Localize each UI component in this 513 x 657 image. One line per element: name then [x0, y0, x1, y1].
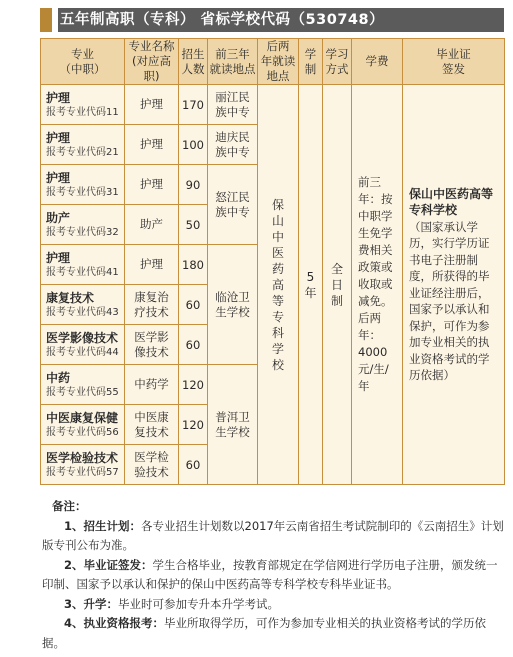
- major-code: 报考专业代码11: [46, 106, 119, 118]
- header-name: [125, 39, 179, 85]
- header-site2: [258, 39, 299, 85]
- program-name-cell: [125, 405, 179, 445]
- major-code: 报考专业代码56: [46, 426, 119, 438]
- notes-section: [42, 497, 504, 653]
- program-name: 康复治 疗技术: [134, 289, 169, 319]
- header-plan: [179, 39, 208, 85]
- note-label: 4、执业资格报考：: [64, 616, 165, 630]
- header-fee: [352, 39, 403, 85]
- note-item: [42, 517, 504, 556]
- program-name: 助产: [140, 217, 163, 231]
- header-site3: [208, 39, 258, 85]
- plan-cell: [179, 285, 208, 325]
- header-major-text: 专业 （中职）: [59, 46, 106, 76]
- major-cell: [41, 165, 125, 205]
- site2-name: 保山中医药高等专科学校: [271, 197, 284, 372]
- site3-name: 迪庆民 族中专: [215, 129, 250, 159]
- site3-name: 临沧卫 生学校: [215, 289, 250, 319]
- mode-value: 全日制: [330, 261, 343, 308]
- major-code: 报考专业代码31: [46, 186, 119, 198]
- note-text: 学生合格毕业，按教育部规定在学信网进行学历电子注册，颁发统一印制、国家予以承认和保护的保山中医药高等专科学校专科毕业证书。: [42, 557, 498, 591]
- header-site2-text: 后两 年就读 地点: [260, 39, 296, 83]
- note-item: [42, 556, 504, 595]
- major-name: 医学检验技术: [46, 450, 119, 465]
- program-name-cell: [125, 165, 179, 205]
- major-cell: [41, 405, 125, 445]
- plan-cell: [179, 165, 208, 205]
- major-name: 医学影像技术: [46, 330, 119, 345]
- header-years-text: 学 制: [304, 46, 317, 76]
- major-code: 报考专业代码55: [46, 386, 119, 398]
- program-name: 护理: [140, 137, 163, 151]
- program-name: 护理: [140, 97, 163, 111]
- major-code: 报考专业代码57: [46, 466, 119, 478]
- note-label: 1、招生计划：: [64, 518, 142, 533]
- enrollment-table: [40, 38, 505, 485]
- header-plan-text: 招生 人数: [181, 46, 205, 76]
- plan-cell: [179, 125, 208, 165]
- major-code: 报考专业代码41: [46, 266, 119, 278]
- header-title: 五年制高职（专科） 省标学校代码（530748）: [60, 12, 385, 28]
- section-header: [40, 8, 504, 32]
- plan-cell: [179, 85, 208, 125]
- cert-cell: [403, 85, 505, 485]
- major-code: 报考专业代码32: [46, 226, 119, 238]
- plan-count: 90: [185, 177, 201, 192]
- major-code: 报考专业代码44: [46, 346, 119, 358]
- program-name: 中医康 复技术: [134, 409, 169, 439]
- plan-count: 100: [182, 137, 204, 152]
- program-name-cell: [125, 445, 179, 485]
- plan-cell: [179, 405, 208, 445]
- site3-cell: [208, 365, 258, 485]
- major-cell: [41, 85, 125, 125]
- plan-count: 60: [185, 457, 201, 472]
- plan-count: 60: [185, 337, 201, 352]
- program-name-cell: [125, 365, 179, 405]
- site3-name: 普洱卫 生学校: [215, 409, 250, 439]
- major-name: 中药: [46, 370, 71, 385]
- major-cell: [41, 285, 125, 325]
- program-name: 护理: [140, 257, 163, 271]
- major-cell: [41, 445, 125, 485]
- plan-count: 60: [185, 297, 201, 312]
- header-major: [41, 39, 125, 85]
- program-name-cell: [125, 85, 179, 125]
- years-cell: [299, 85, 323, 485]
- major-cell: [41, 245, 125, 285]
- major-code: 报考专业代码21: [46, 146, 119, 158]
- note-item: [42, 614, 504, 653]
- years-value: 5年: [304, 269, 317, 300]
- major-name: 助产: [46, 210, 71, 225]
- program-name-cell: [125, 285, 179, 325]
- major-cell: [41, 125, 125, 165]
- plan-cell: [179, 365, 208, 405]
- plan-cell: [179, 325, 208, 365]
- major-name: 护理: [46, 170, 71, 185]
- fee-text: 前三年：按中职学生免学费相关政策或收取或减免。 后两年： 4000元/生/年: [358, 175, 393, 393]
- header-cert-text: 毕业证 签发: [436, 46, 471, 76]
- table-header-row: [41, 39, 505, 85]
- program-name: 医学影 像技术: [134, 329, 169, 359]
- major-name: 护理: [46, 250, 71, 265]
- header-name-text: 专业名称 (对应高职): [128, 39, 175, 83]
- program-name-cell: [125, 125, 179, 165]
- plan-cell: [179, 205, 208, 245]
- note-text: 毕业所取得学历，可作为参加专业相关的执业资格考试的学历依据。: [42, 616, 487, 650]
- site3-name: 怒江民 族中专: [215, 189, 250, 219]
- header-cert: [403, 39, 505, 85]
- program-name: 护理: [140, 177, 163, 191]
- site3-cell: [208, 245, 258, 365]
- major-name: 中医康复保健: [46, 410, 119, 425]
- note-item: [42, 595, 504, 615]
- table-row: [41, 85, 505, 125]
- major-code: 报考专业代码43: [46, 306, 119, 318]
- plan-count: 170: [182, 97, 204, 112]
- plan-count: 50: [185, 217, 201, 232]
- header-years: [299, 39, 323, 85]
- site3-cell: [208, 165, 258, 245]
- header-mode: [323, 39, 352, 85]
- note-label: 2、毕业证签发：: [64, 557, 153, 572]
- site3-cell: [208, 125, 258, 165]
- mode-cell: [323, 85, 352, 485]
- program-name-cell: [125, 245, 179, 285]
- program-name-cell: [125, 325, 179, 365]
- major-cell: [41, 365, 125, 405]
- fee-cell: [352, 85, 403, 485]
- plan-count: 120: [182, 417, 204, 432]
- plan-count: 120: [182, 377, 204, 392]
- cert-school: 保山中医药高等专科学校: [409, 186, 494, 217]
- cert-description: （国家承认学历，实行学历证书电子注册制度，所获得的毕业证经注册后，国家予以承认和保护，可作为参加专业相关的执业资格考试的学历依据）: [409, 219, 490, 382]
- note-text: 毕业时可参加专升本升学考试。: [118, 596, 280, 611]
- header-mode-text: 学习 方式: [325, 46, 349, 76]
- notes-title: 备注：: [52, 499, 87, 513]
- program-name-cell: [125, 205, 179, 245]
- plan-cell: [179, 245, 208, 285]
- header-fee-text: 学费: [365, 54, 389, 68]
- site3-cell: [208, 85, 258, 125]
- note-label: 3、升学：: [64, 596, 119, 611]
- header-accent-gap: [52, 8, 58, 32]
- major-name: 康复技术: [46, 290, 95, 305]
- plan-count: 180: [182, 257, 204, 272]
- plan-cell: [179, 445, 208, 485]
- major-cell: [41, 205, 125, 245]
- site2-cell: [258, 85, 299, 485]
- major-name: 护理: [46, 90, 71, 105]
- note-text: 各专业招生计划数以2017年云南省招生考试院制印的《云南招生》计划版专刊公布为准。: [42, 518, 504, 552]
- program-name: 中药学: [134, 377, 169, 391]
- major-cell: [41, 325, 125, 365]
- header-site3-text: 前三年 就读地点: [209, 46, 256, 76]
- site3-name: 丽江民 族中专: [215, 89, 250, 119]
- major-name: 护理: [46, 130, 71, 145]
- program-name: 医学检 验技术: [134, 449, 169, 479]
